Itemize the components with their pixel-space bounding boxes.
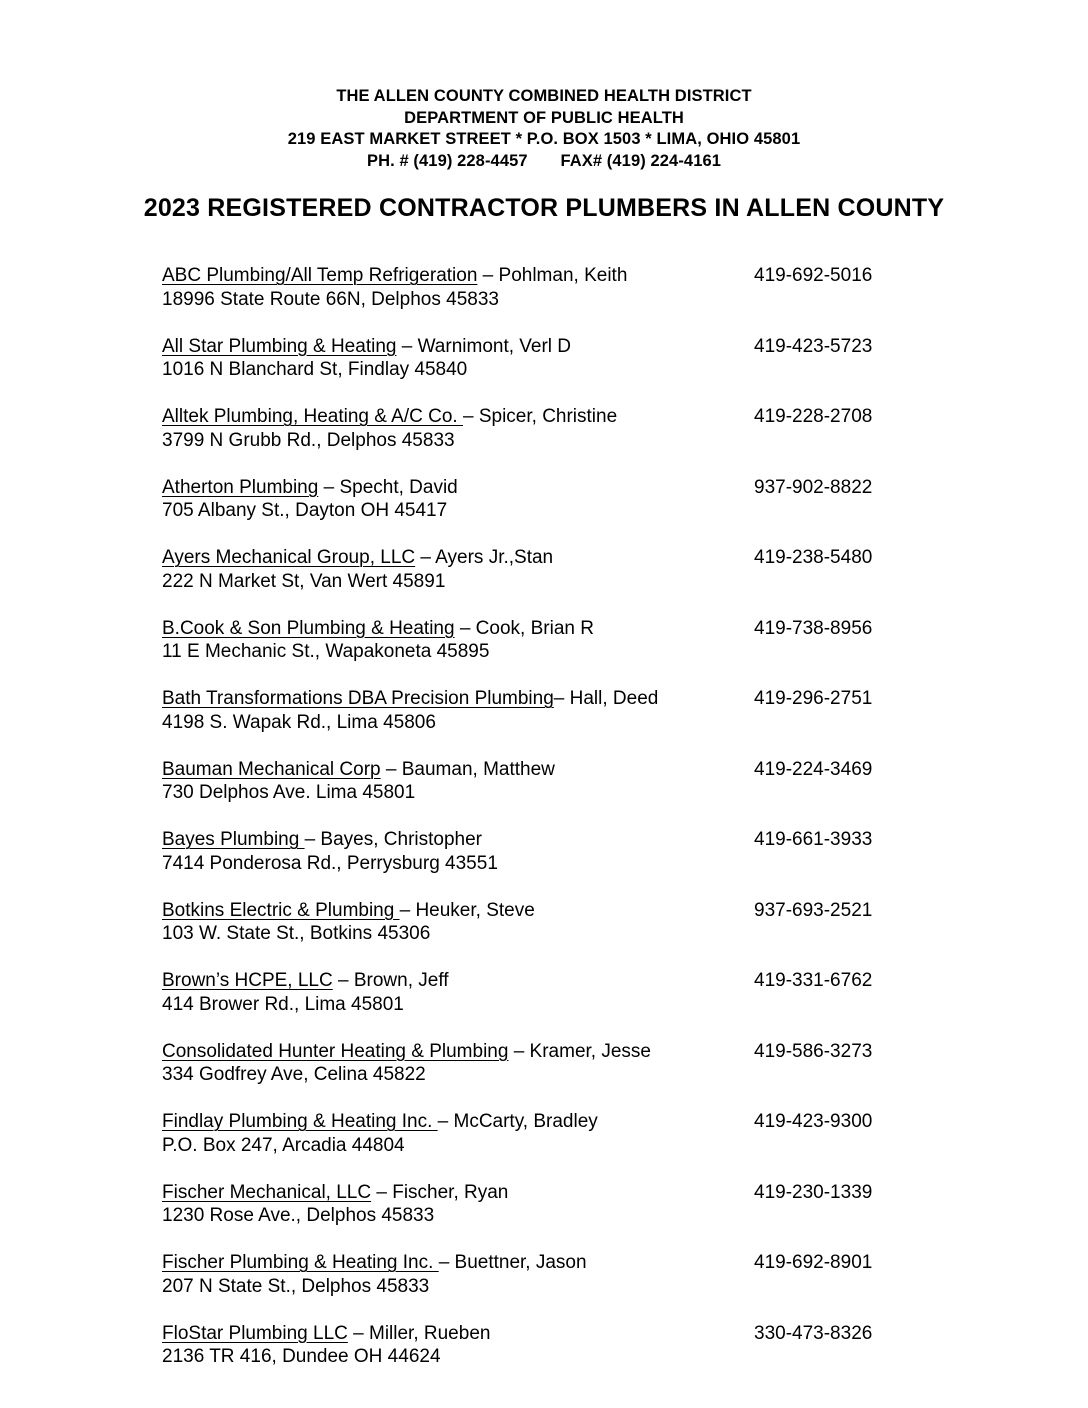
- contact-name: – Kramer, Jesse: [508, 1040, 651, 1062]
- letterhead-phone-fax: PH. # (419) 228-4457 FAX# (419) 224-4161: [366, 151, 722, 170]
- contact-name: – Warnimont, Verl D: [396, 335, 572, 357]
- phone-number: 419-238-5480: [754, 547, 873, 568]
- address: 334 Godfrey Ave, Celina 45822: [162, 1064, 426, 1085]
- contact-name: – Fischer, Ryan: [371, 1181, 509, 1203]
- contact-name: – Bauman, Matthew: [380, 758, 555, 780]
- phone-number: 419-224-3469: [754, 758, 873, 780]
- contractor-entry: [162, 405, 922, 476]
- address: 18996 State Route 66N, Delphos 45833: [162, 288, 499, 310]
- address: 1016 N Blanchard St, Findlay 45840: [162, 359, 468, 380]
- letterhead-address: 219 EAST MARKET STREET * P.O. BOX 1503 * LIMA, OHIO 45801: [287, 130, 801, 148]
- address: 1230 Rose Ave., Delphos 45833: [162, 1205, 435, 1226]
- phone-number: 419-661-3933: [754, 829, 873, 850]
- contact-name: – Spicer, Christine: [462, 406, 618, 427]
- contractor-entry: [162, 687, 922, 758]
- phone-number: 419-738-8956: [754, 617, 873, 639]
- document-title: 2023 REGISTERED CONTRACTOR PLUMBERS IN ALLEN COUNTY: [143, 194, 945, 222]
- contractor-entry: [162, 617, 922, 688]
- contractor-entry: [162, 546, 922, 617]
- company-name: Consolidated Hunter Heating & Plumbing: [162, 1040, 509, 1062]
- address: 222 N Market St, Van Wert 45891: [162, 570, 446, 592]
- company-name: Alltek Plumbing, Heating & A/C Co.: [162, 406, 463, 427]
- contact-name: – Buettner, Jason: [438, 1252, 587, 1273]
- contractor-entry: [162, 828, 922, 899]
- contractor-entry: [162, 1322, 922, 1393]
- phone-number: 419-423-5723: [754, 335, 873, 357]
- address: P.O. Box 247, Arcadia 44804: [162, 1134, 405, 1156]
- company-name: Bayes Plumbing: [162, 829, 305, 850]
- phone-number: 419-296-2751: [754, 688, 873, 709]
- contact-name: – Pohlman, Keith: [477, 265, 628, 286]
- contractor-entry: [162, 1040, 922, 1111]
- contact-name: – Cook, Brian R: [454, 617, 594, 639]
- address: 3799 N Grubb Rd., Delphos 45833: [162, 429, 455, 451]
- contractor-entry: [162, 969, 922, 1040]
- company-name: ABC Plumbing/All Temp Refrigeration: [162, 265, 478, 286]
- company-name: Bauman Mechanical Corp: [162, 758, 381, 780]
- phone-number: 419-586-3273: [754, 1040, 873, 1062]
- company-name: Fischer Mechanical, LLC: [162, 1181, 372, 1203]
- contractor-entry: [162, 476, 922, 547]
- contractor-list: [162, 264, 922, 1392]
- contact-name: – Brown, Jeff: [332, 970, 449, 991]
- contractor-entry: [162, 1251, 922, 1322]
- contractor-entry: [162, 1181, 922, 1252]
- company-name: Botkins Electric & Plumbing: [162, 899, 400, 921]
- company-name: FloStar Plumbing LLC: [162, 1322, 348, 1344]
- contact-name: – Ayers Jr.,Stan: [415, 547, 554, 568]
- address: 207 N State St., Delphos 45833: [162, 1275, 430, 1297]
- contractor-entry: [162, 335, 922, 406]
- address: 7414 Ponderosa Rd., Perrysburg 43551: [162, 852, 498, 874]
- letterhead-department: DEPARTMENT OF PUBLIC HEALTH: [404, 108, 684, 127]
- contact-name: – Bayes, Christopher: [304, 829, 482, 850]
- company-name: B.Cook & Son Plumbing & Heating: [162, 617, 455, 639]
- address: 730 Delphos Ave. Lima 45801: [162, 782, 416, 803]
- phone-number: 419-331-6762: [754, 970, 873, 991]
- address: 2136 TR 416, Dundee OH 44624: [162, 1346, 441, 1367]
- phone-number: 937-902-8822: [754, 476, 873, 498]
- address: 4198 S. Wapak Rd., Lima 45806: [162, 711, 436, 733]
- phone-number: 419-692-5016: [754, 265, 873, 286]
- phone-number: 419-228-2708: [754, 406, 873, 427]
- phone-number: 330-473-8326: [754, 1322, 873, 1344]
- contractor-entry: [162, 758, 922, 829]
- contact-name: – Miller, Rueben: [347, 1322, 491, 1344]
- address: 414 Brower Rd., Lima 45801: [162, 993, 404, 1015]
- address: 103 W. State St., Botkins 45306: [162, 923, 431, 944]
- phone-number: 419-692-8901: [754, 1252, 873, 1273]
- company-name: All Star Plumbing & Heating: [162, 335, 397, 357]
- contractor-entry: [162, 264, 922, 335]
- contractor-entry: [162, 899, 922, 970]
- company-name: Fischer Plumbing & Heating Inc.: [162, 1252, 439, 1273]
- company-name: Ayers Mechanical Group, LLC: [162, 547, 416, 568]
- contact-name: – Hall, Deed: [553, 688, 659, 709]
- contact-name: – Specht, David: [318, 476, 458, 498]
- phone-number: 419-423-9300: [754, 1111, 873, 1132]
- company-name: Brown’s HCPE, LLC: [162, 970, 333, 991]
- company-name: Atherton Plumbing: [162, 476, 319, 498]
- company-name: Bath Transformations DBA Precision Plumbing: [162, 688, 554, 709]
- address: 705 Albany St., Dayton OH 45417: [162, 500, 448, 521]
- contractor-entry: [162, 1110, 922, 1181]
- letterhead: [0, 86, 1088, 172]
- company-name: Findlay Plumbing & Heating Inc.: [162, 1111, 438, 1132]
- letterhead-organization: THE ALLEN COUNTY COMBINED HEALTH DISTRICT: [336, 87, 752, 105]
- address: 11 E Mechanic St., Wapakoneta 45895: [162, 641, 490, 662]
- phone-number: 419-230-1339: [754, 1181, 873, 1203]
- contact-name: – McCarty, Bradley: [437, 1111, 598, 1132]
- contact-name: – Heuker, Steve: [399, 899, 535, 921]
- phone-number: 937-693-2521: [754, 899, 873, 921]
